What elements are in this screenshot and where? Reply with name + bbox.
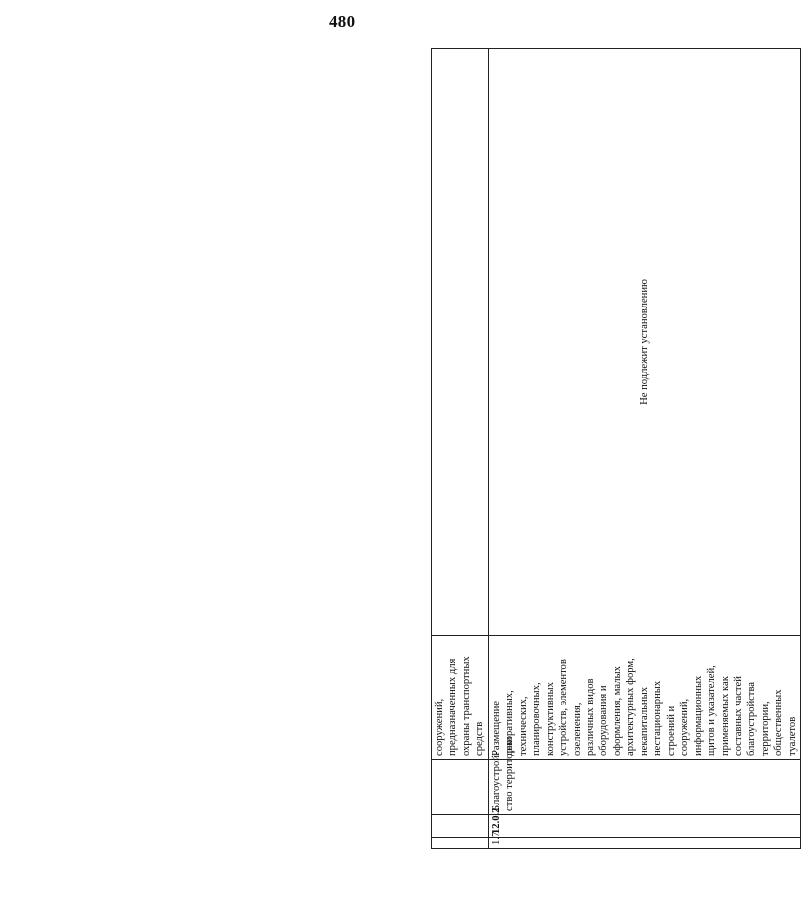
- description-line: оборудования и: [598, 685, 610, 756]
- description-line: планировочных,: [531, 682, 543, 756]
- landuse-name-line: ство территории: [504, 736, 516, 811]
- table-row-previous: [432, 49, 489, 849]
- cell-prev-description: [432, 636, 489, 760]
- cell-status: [488, 49, 800, 636]
- description-line: нестационарных: [652, 680, 664, 756]
- description-line: применяемых как: [719, 676, 731, 756]
- prev-description-line: средств: [474, 721, 486, 756]
- description-line: территории,: [759, 701, 771, 756]
- description-line: сооружений,: [679, 698, 691, 756]
- description-line: устройств, элементов: [558, 659, 570, 756]
- landuse-name-line: Благоустрой-: [490, 751, 502, 811]
- cell-row-number: [488, 831, 800, 849]
- cell-empty-status: [432, 49, 489, 636]
- description-line: декоративных,: [504, 690, 516, 756]
- landuse-code: 12.0.2: [490, 807, 502, 834]
- prev-description-line: сооружений,: [434, 698, 445, 756]
- description-line: архитектурных форм,: [625, 658, 637, 756]
- landuse-table: [431, 49, 798, 849]
- prev-description-line: предназначенных для: [447, 658, 459, 756]
- cell-description: [488, 636, 800, 760]
- description-line: оформления, малых: [611, 666, 623, 756]
- description-line: составных частей: [732, 676, 744, 756]
- description-line: озеленения,: [571, 702, 583, 756]
- description-line: некапитальных: [638, 686, 650, 756]
- description-line: конструктивных: [544, 682, 556, 756]
- cell-code: [488, 807, 800, 838]
- description-line: общественных: [773, 689, 785, 756]
- row-number: 1.7: [490, 831, 502, 845]
- table-row: [488, 49, 800, 849]
- page-number: 480: [329, 12, 356, 31]
- status-text: Не подлежит установлению: [638, 279, 650, 405]
- description-line: различных видов: [584, 678, 596, 756]
- description-line: благоустройства: [746, 681, 758, 756]
- description-line: Размещение: [490, 701, 502, 756]
- description-line: информационных: [692, 675, 704, 756]
- cell-empty-num: [432, 838, 489, 849]
- description-line: технических,: [517, 696, 529, 756]
- table-grid: [431, 48, 801, 849]
- cell-empty-name: [432, 760, 489, 815]
- description-line: строений и: [665, 705, 677, 756]
- description-line: щитов и указателей,: [706, 665, 718, 756]
- prev-description-line: охраны транспортных: [460, 656, 472, 756]
- description-line: туалетов: [786, 716, 798, 756]
- cell-empty-code: [432, 815, 489, 838]
